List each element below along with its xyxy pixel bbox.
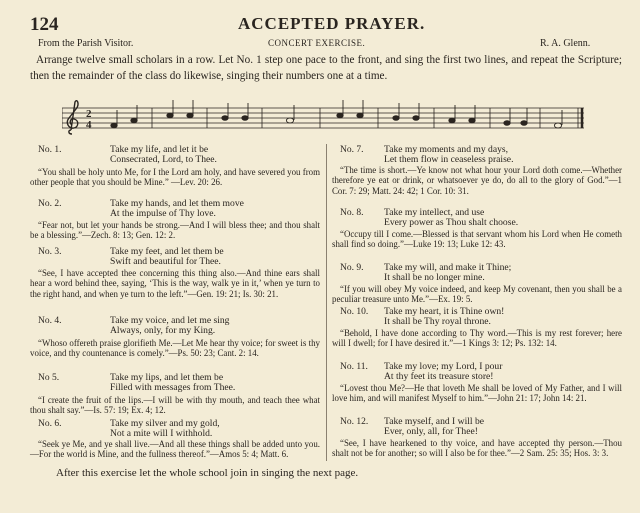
- verse-line: Take my life, and let it be: [110, 144, 209, 155]
- music-staff: [62, 100, 592, 136]
- item-label: No. 4.: [38, 316, 62, 326]
- item-label: No. 11.: [340, 362, 368, 372]
- page-number: 124: [30, 14, 59, 35]
- item-label: No. 3.: [38, 247, 62, 257]
- verse-line: Take my intellect, and use: [384, 207, 485, 218]
- verse-line: Take my moments and my days,: [384, 144, 509, 155]
- scripture: “See, I have hearkened to thy voice, and have accepted thy person.—Thou shalt not be for another; so will I also be for thee.”—2 Sam. 25: 35; Hos. 3: 3.: [332, 438, 622, 459]
- intro-paragraph: Arrange twelve small scholars in a row. Let No. 1 step one pace to the front, and sing the first two lines, and repeat the Scripture; then the remainder of the class do likewise, singing their numbers one at a time.: [30, 54, 622, 82]
- verse-line: Every power as Thou shalt choose.: [384, 217, 519, 228]
- scripture: “Behold, I have done according to Thy word.—This is my rest forever; here will I dwell; for I have desired it.”—1 Kings 3: 12; Ps. 132: 14.: [332, 328, 622, 349]
- subtitle: CONCERT EXERCISE.: [268, 38, 366, 48]
- scripture: “Lovest thou Me?—He that loveth Me shall be loved of My Father, and I will love him, and will manifest Myself to him.”—John 21: 17; John 14: 21.: [332, 383, 622, 404]
- verse-line: Take my voice, and let me sing: [110, 315, 230, 326]
- verse-line: Take my feet, and let them be: [110, 246, 224, 257]
- item-label: No. 8.: [340, 208, 364, 218]
- verse-line: Take my heart, it is Thine own!: [384, 306, 505, 317]
- verse-line: Not a mite will I withhold.: [110, 428, 213, 439]
- verse-line: Take myself, and I will be: [384, 416, 485, 427]
- scripture: “Seek ye Me, and ye shall live.—And all these things shall be added unto you.—For the world is Mine, and the fullness thereof.”—Amos 5: 4; Matt. 6.: [30, 439, 320, 460]
- scripture: “The time is short.—Ye know not what hour your Lord doth come.—Whether therefore ye eat or drink, or whatsoever ye do, do all to the glory of God.”—1 Cor. 7: 29; Matt. 24: 42; 1 Cor. 10: 31.: [332, 165, 622, 196]
- footer-instruction: After this exercise let the whole school join in singing the next page.: [56, 467, 359, 479]
- scripture: “You shall be holy unto Me, for I the Lord am holy, and have severed you from other people that you should be Mine.” —Lev. 20: 26.: [30, 167, 320, 188]
- item-label: No. 9.: [340, 263, 364, 273]
- item-label: No. 1.: [38, 145, 62, 155]
- svg-text:4: 4: [86, 119, 92, 131]
- source-credit: From the Parish Visitor.: [38, 38, 134, 49]
- item-label: No. 6.: [38, 419, 62, 429]
- treble-clef: [67, 101, 78, 134]
- verse-line: It shall be Thy royal throne.: [384, 316, 491, 327]
- scripture: “Whoso offereth praise glorifieth Me.—Let Me hear thy voice; for sweet is thy voice, and thy countenance is comely.”—Ps. 50: 23; Cant. 2: 14.: [30, 338, 320, 359]
- scripture: “See, I have accepted thee concerning this thing also.—And thine ears shall hear a word behind thee, saying, ‘This is the way, walk ye in it,’ when ye turn to the right hand, and when ye turn to the left.”—Gen. 19: 21; Is. 30: 21.: [30, 268, 320, 299]
- scripture: “Fear not, but let your hands be strong.—And I will bless thee; and thou shalt be a blessing.”—Zech. 8: 13; Gen. 12: 2.: [30, 220, 320, 241]
- verse-line: Take my hands, and let them move: [110, 198, 244, 209]
- notes: [111, 100, 562, 128]
- column-divider: [326, 144, 327, 461]
- verse-line: Let them flow in ceaseless praise.: [384, 154, 514, 165]
- item-label: No. 7.: [340, 145, 364, 155]
- author-credit: R. A. Glenn.: [540, 38, 591, 49]
- verse-line: Swift and beautiful for Thee.: [110, 256, 221, 267]
- verse-line: Take my will, and make it Thine;: [384, 262, 512, 273]
- scripture: “Occupy till I come.—Blessed is that servant whom his Lord when He cometh shall find so doing.”—Luke 19: 13; Luke 12: 43.: [332, 229, 622, 250]
- item-label: No. 2.: [38, 199, 62, 209]
- verse-line: At the impulse of Thy love.: [110, 208, 216, 219]
- item-label: No. 12.: [340, 417, 369, 427]
- verse-line: At thy feet its treasure store!: [384, 371, 494, 382]
- verse-line: Take my love; my Lord, I pour: [384, 361, 503, 372]
- scripture: “I create the fruit of the lips.—I will be with thy mouth, and teach thee what thou shalt say.”—Is. 57: 19; Ex. 4; 12.: [30, 395, 320, 416]
- scripture: “If you will obey My voice indeed, and keep My covenant, then you shall be a peculiar treasure unto Me.”—Ex. 19: 5.: [332, 284, 622, 305]
- verse-line: Take my lips, and let them be: [110, 372, 224, 383]
- page-title: ACCEPTED PRAYER.: [238, 14, 426, 33]
- svg-text:2: 2: [86, 108, 92, 120]
- verse-line: Consecrated, Lord, to Thee.: [110, 154, 217, 165]
- verse-line: Always, only, for my King.: [110, 325, 216, 336]
- item-label: No. 10.: [340, 307, 369, 317]
- item-label: No 5.: [38, 373, 60, 383]
- verse-line: Ever, only, all, for Thee!: [384, 426, 478, 437]
- verse-line: It shall be no longer mine.: [384, 272, 485, 283]
- verse-line: Take my silver and my gold,: [110, 418, 220, 429]
- verse-line: Filled with messages from Thee.: [110, 382, 236, 393]
